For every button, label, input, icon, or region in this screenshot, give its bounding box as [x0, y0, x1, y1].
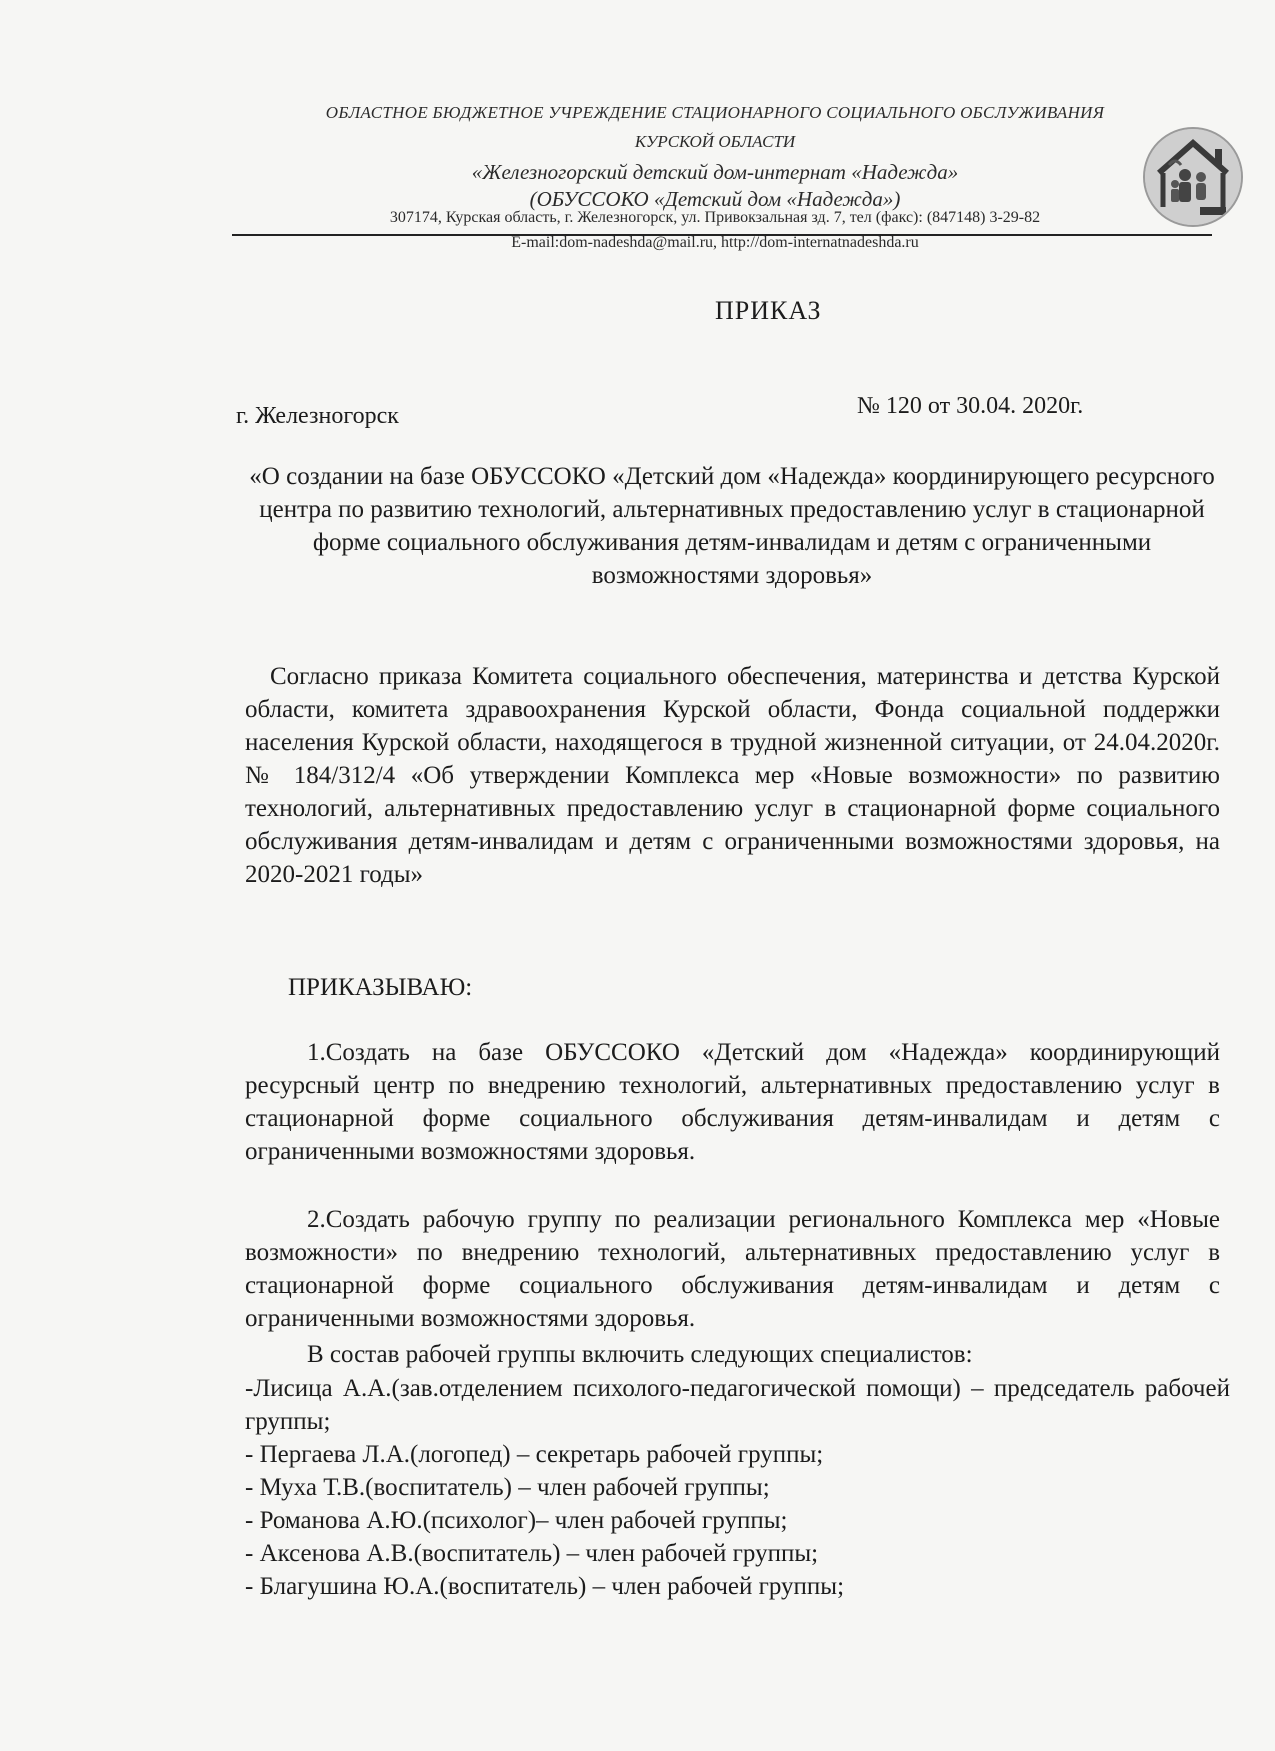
org-name: «Железногорский детский дом-интернат «Надежда»: [471, 160, 959, 184]
order-item-1: 1.Создать на базе ОБУССОКО «Детский дом «Надежда» координирующий ресурсный центр по внедрению технологий, альтернативных предоставлению услуг в стационарной форме социального обслуживания детям-инвалидам и детям с ограниченными возможностями здоровья.: [245, 1039, 1220, 1165]
org-short-name: (ОБУССОКО «Детский дом «Надежда»): [529, 187, 901, 211]
basis-paragraph: Согласно приказа Комитета социального обеспечения, материнства и детства Курской области, комитета здравоохранения Курской области, Фонда социальной поддержки населения Курской области, находящегося в трудной жизненной ситуации, от 24.04.2020г. № 184/312/4 «Об утверждении Комплекса мер «Новые возможности» по развитию технологий, альтернативных предоставлению услуг в стационарной форме социального обслуживания детям-инвалидам и детям с ограниченными возможностями здоровья, на 2020-2021 годы»: [245, 663, 1220, 888]
org-line-1: ОБЛАСТНОЕ БЮДЖЕТНОЕ УЧРЕЖДЕНИЕ СТАЦИОНАРНОГО СОЦИАЛЬНОГО ОБСЛУЖИВАНИЯ: [325, 103, 1105, 122]
logo-graphic: [1145, 129, 1241, 225]
org-contacts: E-mail:dom-nadeshda@mail.ru, http://dom-internatnadeshda.ru: [511, 234, 919, 251]
list-item: - Пергаева Л.А.(логопед) – секретарь рабочей группы;: [245, 1441, 824, 1468]
list-item: -Лисица А.А.(зав.отделением психолого-педагогической помощи) – председатель рабочей группы;: [245, 1375, 1230, 1435]
header-divider: [232, 234, 1212, 236]
org-address: 307174, Курская область, г. Железногорск, ул. Привокзальная зд. 7, тел (факс): (847148) 3-29-82: [389, 209, 1041, 226]
list-item: - Благушина Ю.А.(воспитатель) – член рабочей группы;: [245, 1573, 845, 1600]
list-item: - Муха Т.В.(воспитатель) – член рабочей группы;: [245, 1474, 770, 1501]
orphanage-logo-icon: [1143, 127, 1243, 227]
member-list: [245, 1372, 1230, 1603]
document-title: ПРИКАЗ: [715, 296, 822, 325]
list-item: - Романова А.Ю.(психолог)– член рабочей группы;: [245, 1507, 788, 1534]
group-composition-intro: В состав рабочей группы включить следующих специалистов:: [307, 1341, 973, 1368]
list-item: - Аксенова А.В.(воспитатель) – член рабочей группы;: [245, 1540, 819, 1567]
document-city: г. Железногорск: [236, 403, 399, 429]
order-word: ПРИКАЗЫВАЮ:: [288, 974, 473, 1001]
document-subject: «О создании на базе ОБУССОКО «Детский дом «Надежда» координирующего ресурсного центра по развитию технологий, альтернативных предоставлению услуг в стационарной форме социального обслуживания детям-инвалидам и детям с ограниченными возможностями здоровья»: [249, 463, 1215, 589]
order-item-2: 2.Создать рабочую группу по реализации регионального Комплекса мер «Новые возможности» по внедрению технологий, альтернативных предоставлению услуг в стационарной форме социального обслуживания детям-инвалидам и детям с ограниченными возможностями здоровья.: [245, 1206, 1220, 1332]
document-number-date: № 120 от 30.04. 2020г.: [857, 393, 1084, 419]
org-line-2: КУРСКОЙ ОБЛАСТИ: [634, 132, 796, 151]
